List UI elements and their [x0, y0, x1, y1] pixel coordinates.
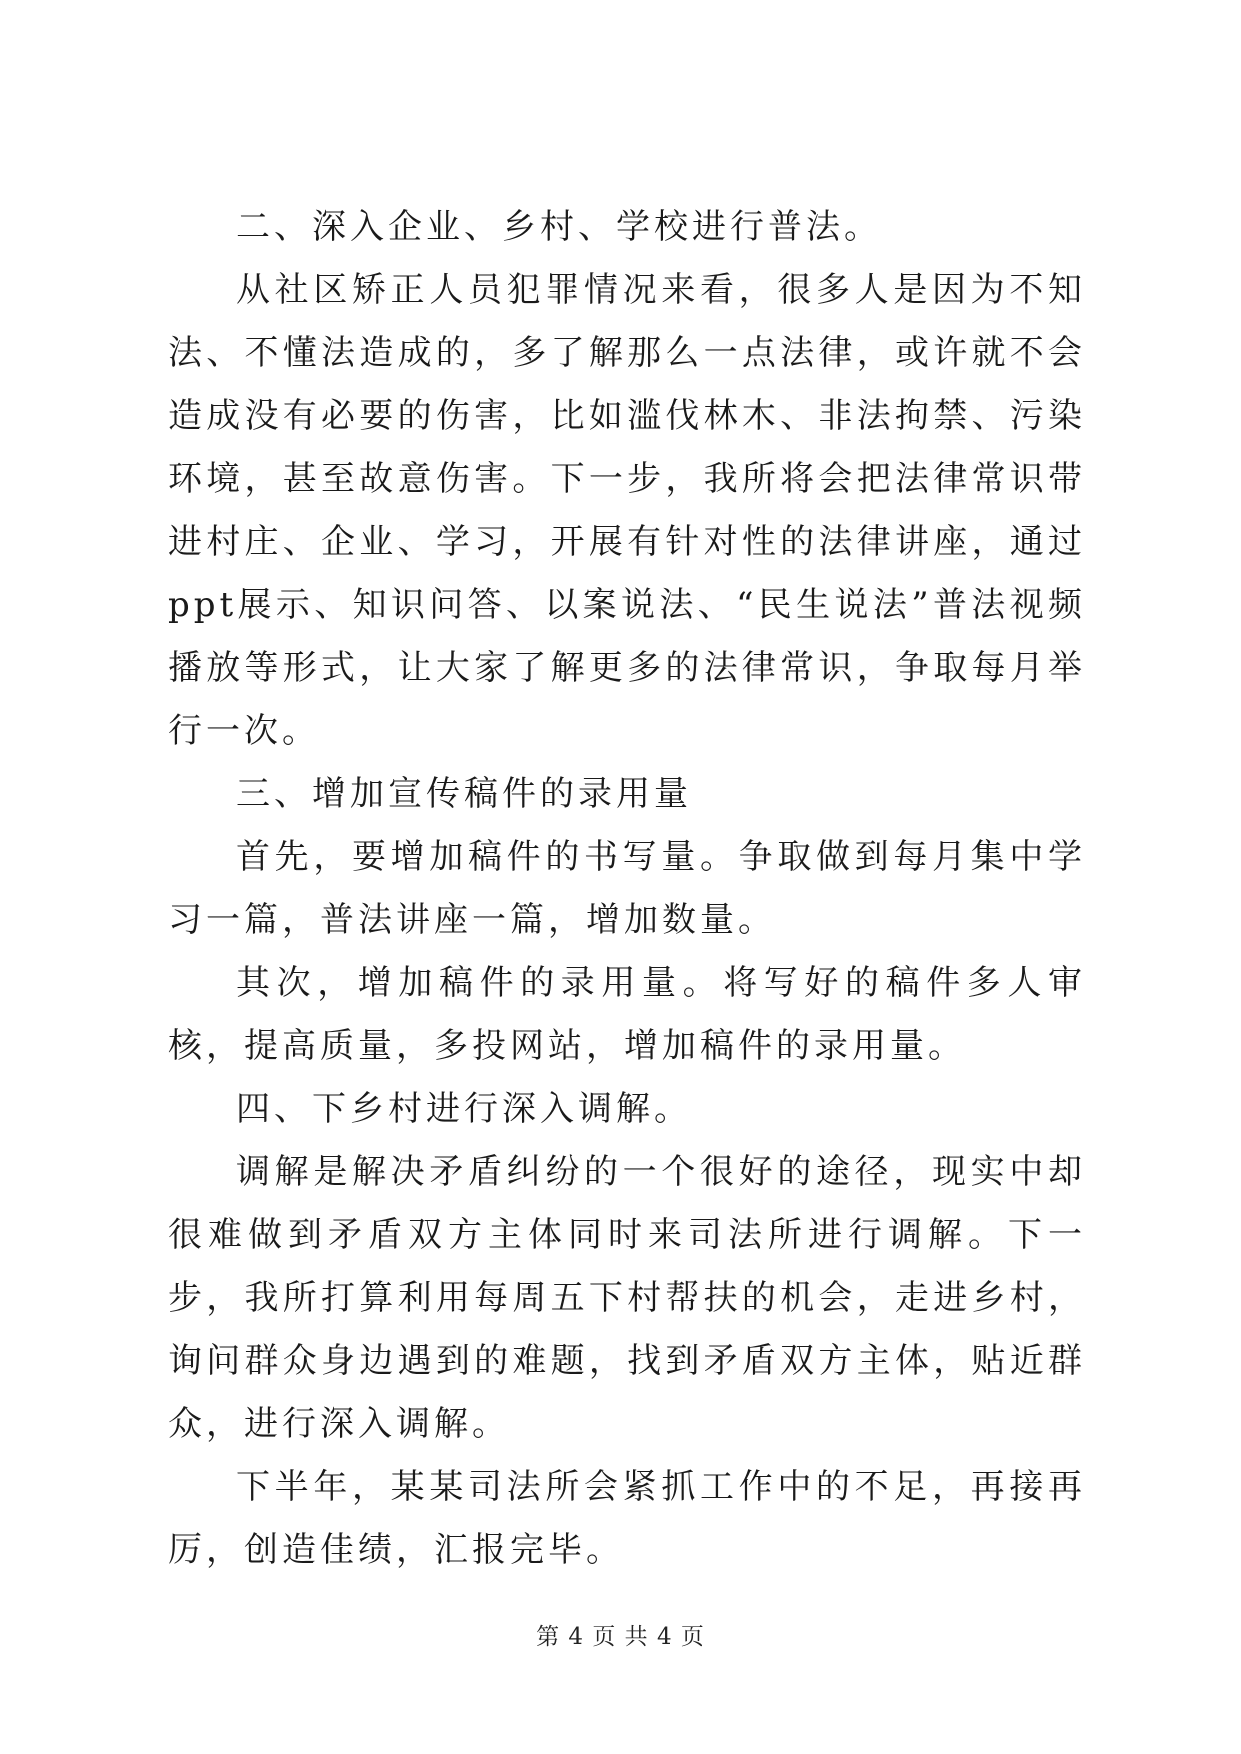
section-heading-3: 三、增加宣传稿件的录用量 — [236, 774, 692, 814]
paragraph: 调解是解决矛盾纠纷的一个很好的途径，现实中却很难做到矛盾双方主体同时来司法所进行调解。下一步，我所打算利用每周五下村帮扶的机会，走进乡村，询问群众身边遇到的难题，找到矛盾双方主体，贴近群众，进行深入调解。 — [168, 1152, 1086, 1444]
section-heading-4: 四、下乡村进行深入调解。 — [236, 1089, 692, 1129]
section-heading-2: 二、深入企业、乡村、学校进行普法。 — [236, 207, 882, 247]
paragraph: 其次，增加稿件的录用量。将写好的稿件多人审核，提高质量，多投网站，增加稿件的录用量。 — [168, 963, 1086, 1066]
document-body — [168, 196, 1086, 1582]
paragraph: 从社区矫正人员犯罪情况来看，很多人是因为不知法、不懂法造成的，多了解那么一点法律，或许就不会造成没有必要的伤害，比如滥伐林木、非法拘禁、污染环境，甚至故意伤害。下一步，我所将会把法律常识带进村庄、企业、学习，开展有针对性的法律讲座，通过ppt展示、知识问答、以案说法、“民生说法”普法视频播放等形式，让大家了解更多的法律常识，争取每月举行一次。 — [168, 270, 1086, 751]
page-number-footer: 第 4 页 共 4 页 — [536, 1624, 705, 1650]
closing-paragraph: 下半年，某某司法所会紧抓工作中的不足，再接再厉，创造佳绩，汇报完毕。 — [168, 1467, 1086, 1570]
paragraph: 首先，要增加稿件的书写量。争取做到每月集中学习一篇，普法讲座一篇，增加数量。 — [168, 837, 1086, 940]
